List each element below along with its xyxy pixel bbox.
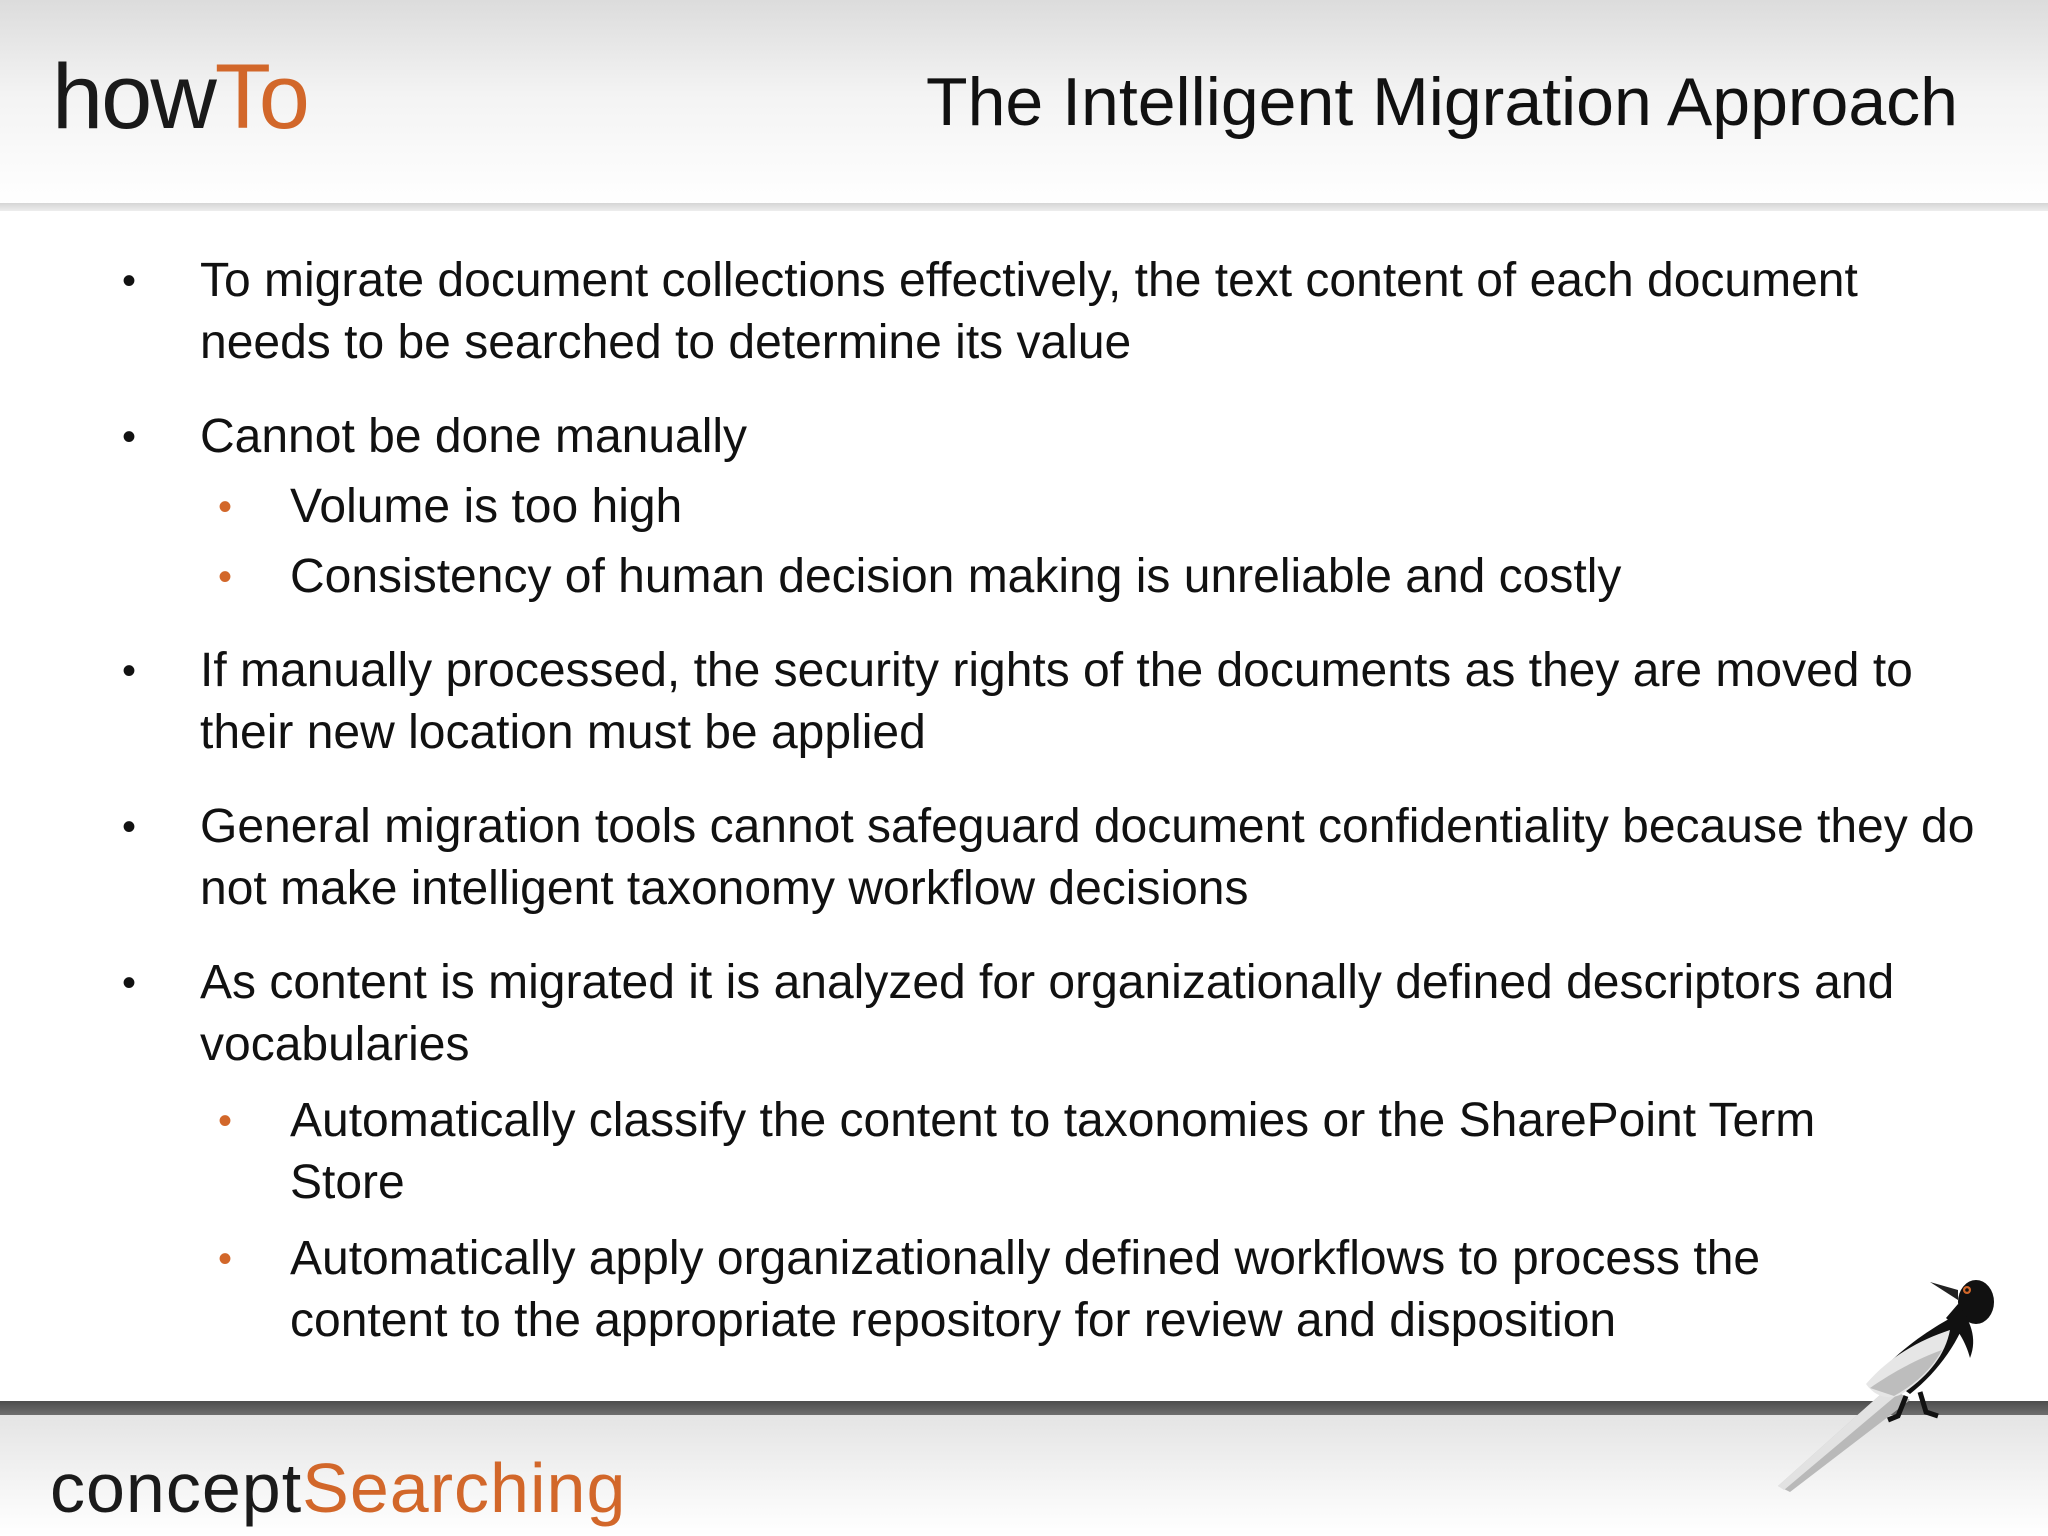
bullet-dot-icon: • bbox=[218, 1237, 233, 1281]
sub-bullet-text: Consistency of human decision making is unreliable and costly bbox=[290, 550, 1622, 603]
bullet-dot-icon: • bbox=[218, 485, 233, 529]
bullet-text: As content is migrated it is analyzed for organizationally defined descriptors and vocabularies bbox=[200, 956, 1895, 1071]
bullet-dot-icon: • bbox=[122, 805, 137, 849]
bullet-dot-icon: • bbox=[122, 961, 137, 1005]
sub-bullet-item bbox=[218, 1090, 1830, 1214]
howto-logo-to: To bbox=[214, 46, 308, 148]
bullet-item bbox=[122, 952, 2000, 1076]
sub-bullet-text: Volume is too high bbox=[290, 480, 683, 533]
sub-bullet-text: Automatically classify the content to taxonomies or the SharePoint Term Store bbox=[290, 1094, 1816, 1209]
sub-bullet-item bbox=[218, 1228, 1830, 1352]
bullet-text: General migration tools cannot safeguard document confidentiality because they do not make intelligent taxonomy workflow decisions bbox=[200, 800, 1975, 915]
slide-title: The Intelligent Migration Approach bbox=[926, 64, 1958, 140]
bullet-dot-icon: • bbox=[218, 555, 233, 599]
bullet-dot-icon: • bbox=[218, 1099, 233, 1143]
bullet-item bbox=[122, 250, 2000, 374]
header-divider bbox=[0, 203, 2048, 211]
sub-bullet-text: Automatically apply organizationally defined workflows to process the content to the appropriate repository for review and disposition bbox=[290, 1232, 1761, 1347]
bullet-text: If manually processed, the security rights of the documents as they are moved to their new location must be applied bbox=[200, 644, 1913, 759]
footer-divider bbox=[0, 1401, 2048, 1415]
bullet-dot-icon: • bbox=[122, 415, 137, 459]
bullet-dot-icon: • bbox=[122, 259, 137, 303]
bullet-text: Cannot be done manually bbox=[200, 410, 748, 463]
bullet-list bbox=[0, 250, 2048, 1352]
bullet-item bbox=[122, 406, 2000, 468]
bullet-dot-icon: • bbox=[122, 649, 137, 693]
bullet-item bbox=[122, 640, 2000, 764]
howto-logo-how: how bbox=[52, 46, 215, 148]
magpie-logo-icon bbox=[1770, 1260, 2000, 1500]
bullet-item bbox=[122, 796, 2000, 920]
conceptsearching-logo bbox=[50, 1446, 626, 1530]
howto-logo bbox=[52, 42, 308, 152]
conceptsearching-logo-searching: Searching bbox=[302, 1449, 627, 1527]
conceptsearching-logo-concept: concept bbox=[50, 1449, 303, 1527]
bullet-text: To migrate document collections effectively, the text content of each document needs to be searched to determine its value bbox=[200, 254, 1858, 369]
sub-bullet-item bbox=[218, 476, 1820, 538]
sub-bullet-item bbox=[218, 546, 1820, 608]
